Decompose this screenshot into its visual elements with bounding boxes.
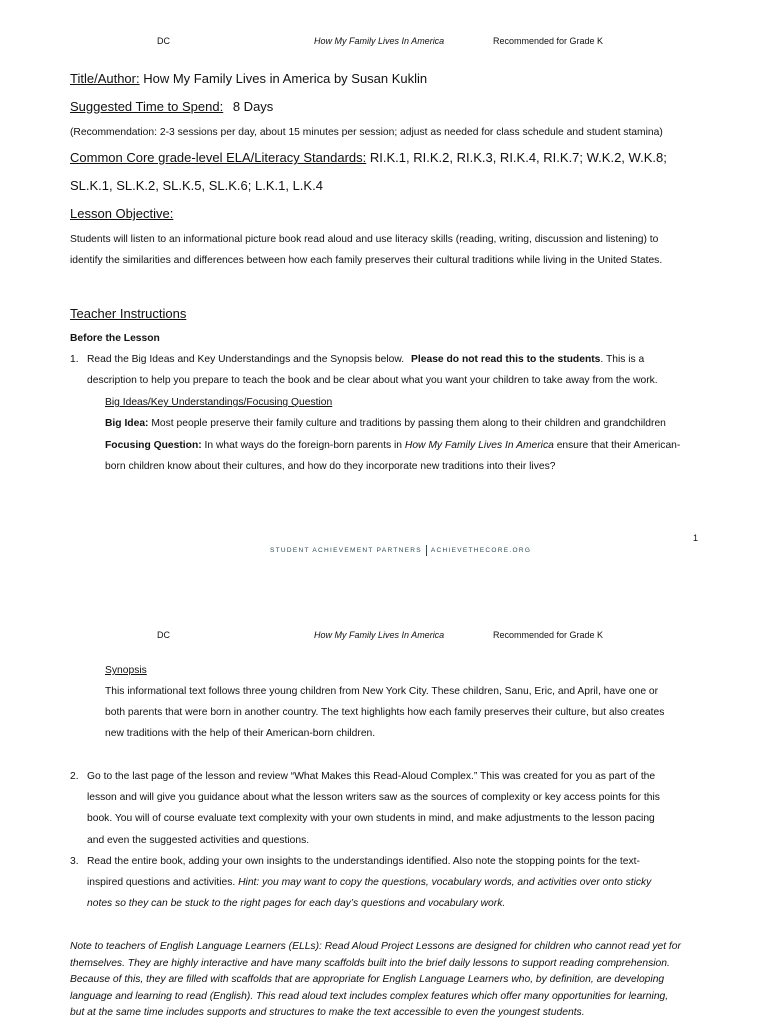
step-3-line-3: notes so they can be stuck to the right pages for each day’s questions and vocabulary work. bbox=[87, 898, 506, 909]
step-3-line-1: Read the entire book, adding your own insights to the understandings identified. Also note the stopping points for the text- bbox=[87, 856, 640, 867]
standards-line-1 bbox=[70, 150, 667, 165]
header-right: Recommended for Grade K bbox=[493, 36, 604, 46]
focusing-question-a: In what ways do the foreign-born parents in bbox=[201, 440, 405, 451]
step-1-bold: Please do not read this to the students bbox=[411, 354, 601, 365]
footer-right-text: ACHIEVETHECORE.ORG bbox=[430, 547, 532, 555]
step-2-line-4: and even the suggested activities and questions. bbox=[87, 835, 310, 846]
footer-left-text: STUDENT ACHIEVEMENT PARTNERS bbox=[270, 547, 422, 555]
ell-note-line-3: Because of this, they are filled with scaffolds that are appropriate for English Language Learners who, by definition, are developing bbox=[70, 974, 665, 985]
time-label: Suggested Time to Spend: bbox=[70, 99, 224, 114]
big-idea-text: Most people preserve their family culture and traditions by passing them along to their children and grandchildren bbox=[148, 418, 666, 429]
step-2-line-3: book. You will of course evaluate text complexity with your own students in mind, and make adjustments to the lesson pacing bbox=[87, 813, 655, 824]
time-line bbox=[70, 99, 273, 114]
ell-note-line-2: themselves. They are highly interactive and have many scaffolds built into the brief daily lessons to support reading comprehension. bbox=[70, 958, 670, 969]
standards-values-1: RI.K.1, RI.K.2, RI.K.3, RI.K.4, RI.K.7; W.K.2, W.K.8; bbox=[369, 150, 667, 165]
focusing-question-label: Focusing Question: bbox=[105, 440, 202, 451]
header-left: DC bbox=[157, 36, 170, 46]
title-label: Title/Author: bbox=[70, 71, 140, 86]
step-3-hint: Hint: you may want to copy the questions, vocabulary words, and activities over onto sticky bbox=[238, 877, 652, 888]
step-2-line-1: Go to the last page of the lesson and review “What Makes this Read-Aloud Complex.” This was created for you as part of the bbox=[87, 771, 656, 782]
step-1-line-1 bbox=[87, 354, 644, 365]
footer-logo bbox=[270, 545, 531, 556]
header-center: How My Family Lives In America bbox=[314, 630, 445, 640]
ell-note-line-4: language and learning to read (English). This read aloud text includes complex features which offer many opportunities for learning, bbox=[70, 991, 669, 1002]
step-3-number: 3. bbox=[70, 856, 79, 867]
big-idea-label: Big Idea: bbox=[105, 418, 149, 429]
step-1-text-b: . This is a bbox=[600, 354, 645, 365]
synopsis-line-2: both parents that were born in another country. The text highlights how each family preserves their culture, but also creates bbox=[105, 707, 665, 718]
standards-line-2: SL.K.1, SL.K.2, SL.K.5, SL.K.6; L.K.1, L.K.4 bbox=[70, 178, 323, 193]
focusing-question-line-1 bbox=[105, 440, 680, 451]
title-line bbox=[70, 71, 427, 86]
step-2-line-2: lesson and will give you guidance about what the lesson writers saw as the sources of complexity or key access points for this bbox=[87, 792, 660, 803]
step-1-line-2: description to help you prepare to teach the book and be clear about what you want your children to take away from the work. bbox=[87, 375, 658, 386]
ell-note-line-1: Note to teachers of English Language Learners (ELLs): Read Aloud Project Lessons are designed for children who cannot read yet for bbox=[70, 941, 681, 952]
header-left: DC bbox=[157, 630, 170, 640]
focusing-question-line-2: born children know about their cultures, and how do they incorporate new traditions into their lives? bbox=[105, 461, 556, 472]
standards-label: Common Core grade-level ELA/Literacy Standards: bbox=[70, 150, 367, 165]
time-value: 8 Days bbox=[232, 99, 274, 114]
step-2-number: 2. bbox=[70, 771, 79, 782]
ell-note-line-5: but at the same time includes supports and structures to make the text accessible to even the youngest students. bbox=[70, 1007, 585, 1018]
footer-divider bbox=[426, 545, 427, 556]
synopsis-heading: Synopsis bbox=[105, 665, 147, 676]
focusing-question-b: ensure that their American- bbox=[553, 440, 681, 451]
before-lesson-heading: Before the Lesson bbox=[70, 333, 160, 344]
synopsis-line-1: This informational text follows three young children from New York City. These children, Sanu, Eric, and April, have one or bbox=[105, 686, 659, 697]
recommendation: (Recommendation: 2-3 sessions per day, about 15 minutes per session; adjust as needed for class schedule and student stamina) bbox=[70, 127, 663, 138]
step-3-text-a: inspired questions and activities. bbox=[87, 877, 239, 888]
header-right: Recommended for Grade K bbox=[493, 630, 604, 640]
step-1-text-a: Read the Big Ideas and Key Understandings and the Synopsis below. bbox=[87, 354, 405, 365]
teacher-instructions-heading: Teacher Instructions bbox=[70, 306, 187, 321]
objective-line-1: Students will listen to an informational picture book read aloud and use literacy skills (reading, writing, discussion and listening) to bbox=[70, 234, 659, 245]
title-value: How My Family Lives in America by Susan Kuklin bbox=[143, 71, 428, 86]
focusing-question-book-title: How My Family Lives In America bbox=[404, 440, 554, 451]
objective-label: Lesson Objective: bbox=[70, 206, 174, 221]
synopsis-line-3: new traditions with the help of their American-born children. bbox=[105, 728, 376, 739]
big-ideas-heading: Big Ideas/Key Understandings/Focusing Question bbox=[105, 397, 333, 408]
step-1-number: 1. bbox=[70, 354, 79, 365]
page-number: 1 bbox=[693, 533, 699, 543]
big-idea-line bbox=[105, 418, 666, 429]
step-3-line-2 bbox=[87, 877, 651, 888]
header-center: How My Family Lives In America bbox=[314, 36, 445, 46]
objective-line-2: identify the similarities and differences between how each family preserves their cultural traditions while living in the United States. bbox=[70, 255, 663, 266]
